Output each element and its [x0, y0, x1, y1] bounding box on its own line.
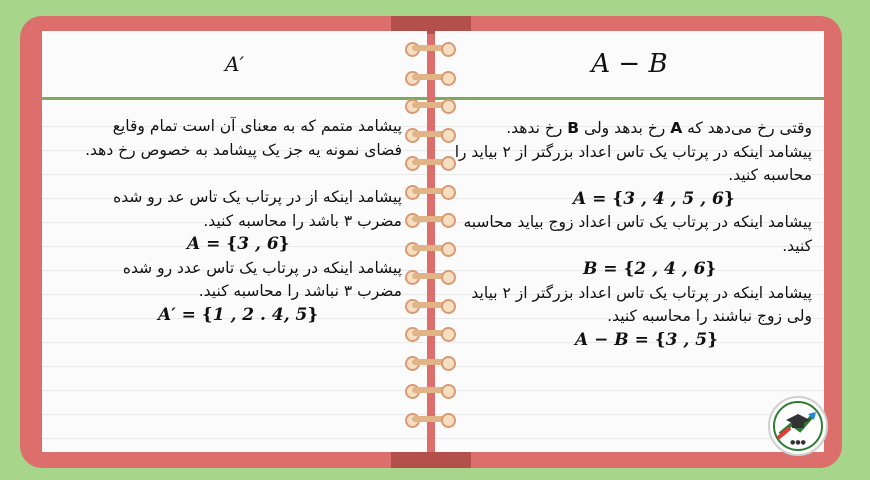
example3-text: پیشامد اینکه در پرتاب یک تاس اعداد بزرگتر از ۲ بیاید ولی زوج نباشند را محاسبه کنید. — [471, 283, 812, 325]
set-values: 3 , 6 — [237, 234, 279, 254]
right-page-title: A − B — [591, 49, 668, 79]
spiral-ring-icon — [405, 356, 457, 370]
definition-text-1: وقتی رخ می‌دهد که — [682, 119, 812, 137]
set-values: 3 , 4 , 5 , 6 — [623, 188, 724, 209]
definition-text-3: رخ ندهد. — [506, 119, 568, 137]
spiral-ring-icon — [405, 384, 457, 398]
example1-text: پیشامد اینکه از در پرتاب یک تاس عد رو شده مضرب ۳ باشد را محاسبه کنید. — [113, 188, 402, 230]
example2-set: B = {2 , 4 , 6} — [583, 259, 717, 279]
right-page-content — [447, 117, 812, 352]
spiral-ring-icon — [405, 299, 457, 313]
spiral-ring-icon — [405, 156, 457, 170]
spiral-ring-icon — [405, 42, 457, 56]
definition-set-a: A — [670, 119, 683, 137]
example2-text: پیشامد اینکه در پرتاب یک تاس اعداد زوج بیاید محاسبه کنید. — [463, 213, 812, 255]
example2-text: پیشامد اینکه در پرتاب یک تاس عدد رو شده مضرب ۳ نباشد را محاسبه کنید. — [122, 258, 402, 300]
right-page — [435, 31, 824, 452]
spiral-ring-icon — [405, 128, 457, 142]
spiral-ring-icon — [405, 99, 457, 113]
left-page-content — [82, 115, 402, 327]
set-values: 3 , 5 — [665, 329, 708, 350]
spiral-ring-icon — [405, 270, 457, 284]
set-lhs: A′ — [158, 304, 176, 325]
definition-text-2: رخ بدهد ولی — [579, 119, 671, 137]
svg-text:●●●: ●●● — [790, 439, 806, 446]
left-page-header — [42, 31, 427, 100]
spiral-ring-icon — [405, 327, 457, 341]
left-page — [42, 31, 427, 452]
example1-text: پیشامد اینکه در پرتاب یک تاس اعداد بزرگتر از ۲ بیاید را محاسبه کنید. — [454, 142, 812, 184]
spiral-binding — [405, 42, 457, 442]
example1-set: A = {3 , 6} — [187, 234, 290, 254]
spiral-ring-icon — [405, 185, 457, 199]
example1-set: A = {3 , 4 , 5 , 6} — [573, 188, 735, 209]
notebook-spine-bottom — [391, 452, 471, 468]
spiral-ring-icon — [405, 213, 457, 227]
spiral-ring-icon — [405, 413, 457, 427]
left-page-title: A′ — [225, 52, 244, 76]
set-values: 1 , 2 . 4, 5 — [212, 304, 308, 325]
graduation-logo-icon — [768, 396, 828, 456]
spiral-ring-icon — [405, 242, 457, 256]
right-page-header — [435, 31, 824, 100]
difference-definition — [447, 117, 812, 141]
complement-definition: پیشامد متمم که به معنای آن است تمام وقایع فضای نمونه یه جز یک پیشامد به خصوص رخ دهد. — [85, 117, 402, 159]
example2-set: A′ = {1 , 2 . 4, 5} — [158, 304, 319, 325]
definition-set-b: B — [567, 119, 580, 137]
example3-set: A − B = {3 , 5} — [575, 329, 719, 350]
spiral-ring-icon — [405, 71, 457, 85]
set-lhs: B — [583, 259, 598, 279]
set-lhs: A − B — [575, 329, 629, 350]
set-lhs: A — [573, 188, 587, 209]
set-values: 2 , 4 , 6 — [634, 259, 706, 279]
set-lhs: A — [187, 234, 201, 254]
